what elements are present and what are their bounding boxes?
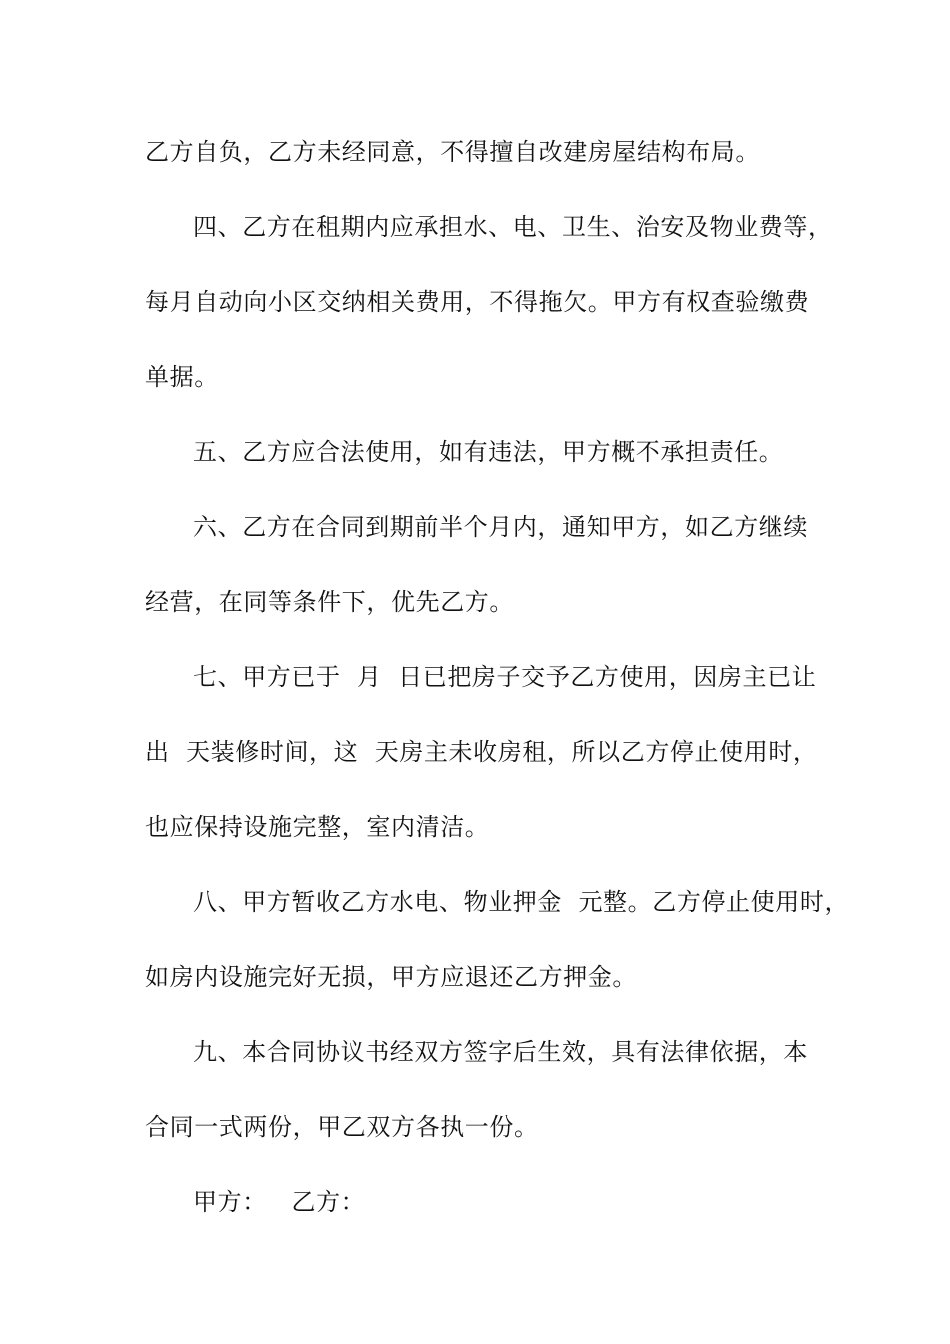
- text-line: 单据。: [145, 363, 219, 391]
- text-line: 出 天装修时间，这 天房主未收房租，所以乙方停止使用时，: [145, 738, 818, 766]
- text-line: 合同一式两份，甲乙双方各执一份。: [145, 1113, 539, 1141]
- text-line: 也应保持设施完整，室内清洁。: [145, 813, 490, 841]
- clause-8-line: 八、甲方暂收乙方水电、物业押金 元整。乙方停止使用时，: [193, 888, 850, 916]
- clause-9-line: 九、本合同协议书经双方签字后生效，具有法律依据，本: [193, 1038, 808, 1066]
- text-line: 如房内设施完好无损，甲方应退还乙方押金。: [145, 963, 637, 991]
- clause-7-line: 七、甲方已于 月 日已把房子交予乙方使用，因房主已让: [193, 663, 817, 691]
- text-line: 乙方自负，乙方未经同意，不得擅自改建房屋结构布局。: [145, 138, 760, 166]
- text-line: 每月自动向小区交纳相关费用，不得拖欠。甲方有权查验缴费: [145, 288, 810, 316]
- clause-5-line: 五、乙方应合法使用，如有违法，甲方概不承担责任。: [193, 438, 784, 466]
- clause-4-line: 四、乙方在租期内应承担水、电、卫生、治安及物业费等，: [193, 213, 833, 241]
- clause-6-line: 六、乙方在合同到期前半个月内，通知甲方，如乙方继续: [193, 513, 808, 541]
- text-line: 经营，在同等条件下，优先乙方。: [145, 588, 514, 616]
- signature-line: 甲方： 乙方：: [193, 1188, 366, 1216]
